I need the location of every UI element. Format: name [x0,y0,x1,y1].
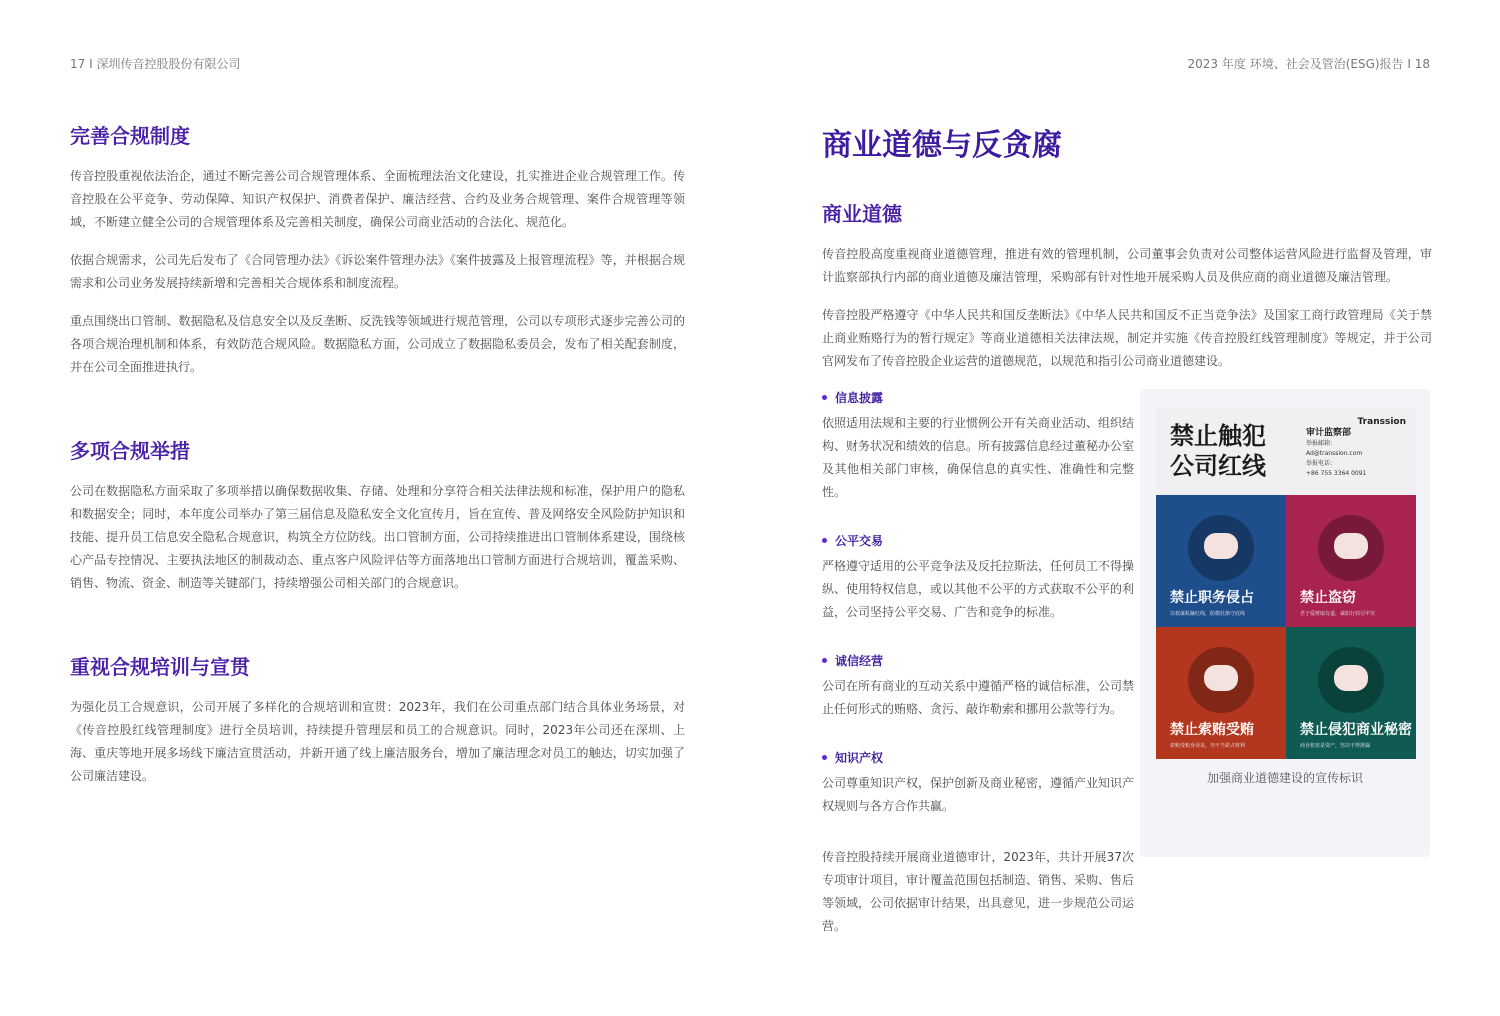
poster-tile [1156,627,1286,759]
left-column [70,120,685,803]
hand-seal-icon [1188,515,1254,581]
poster-panel [1140,389,1430,857]
bullet-title [822,532,1134,549]
tile-sub: 索贿受贿身误丧，勿不当索占财利 [1170,743,1246,749]
tile-label: 禁止职务侵占 [1170,590,1254,606]
tile-label: 禁止索贿受贿 [1170,722,1254,738]
poster-dept: 审计监察部 [1306,428,1352,438]
paragraph: 公司在数据隐私方面采取了多项举措以确保数据收集、存储、处理和分享符合相关法律法规和标准，保护用户的隐私和数据安全；同时，本年度公司举办了第三届信息及隐私安全文化宣传月，旨在宣传、普及网络安全风险防护知识和技能、提升员工信息安全隐私合规意识，构筑全方位防线。出口管制方面，公司持续推进出口管制体系建设，围绕核心产品专控情况、主要执法地区的制裁动态、重点客户风险评估等方面落地出口管制方面进行合规培训，覆盖采购、销售、物流、资金、制造等关键部门，持续增强公司相关部门的合规意识。 [70,484,685,590]
section-title: 商业道德 [822,202,902,226]
tile-label: 禁止盗窃 [1300,590,1356,606]
poster-tile [1286,627,1416,759]
bullet-dot-icon [822,395,827,400]
bullet-title [822,652,1134,669]
bullet-area [822,389,1432,938]
contact-line: 举报电话： [1306,460,1337,467]
document-icon [1318,647,1384,713]
section-compliance-system [70,120,685,379]
contact-line: +86 755 3364 0091 [1306,470,1367,477]
money-bag-icon [1318,515,1384,581]
poster-header [1156,407,1416,495]
audit-paragraph: 传音控股持续开展商业道德审计，2023年，共计开展37次专项审计项目，审计覆盖范围包括制造、销售、采购、售后等领域，公司依据审计结果，出具意见，进一步规范公司运营。 [822,850,1135,933]
paragraph: 重点围绕出口管制、数据隐私及信息安全以及反垄断、反洗钱等领域进行规范管理，公司以专项形式逐步完善公司的各项合规治理机制和体系，有效防范合规风险。数据隐私方面，公司成立了数据隐私委员会，发布了相关配套制度，并在公司全面推进执行。 [70,314,685,374]
section-compliance-measures [70,435,685,595]
header-left: 17 I 深圳传音控股股份有限公司 [70,57,241,71]
contact-line: 举报邮箱： [1306,440,1337,447]
section-title: 重视合规培训与宣贯 [70,655,250,679]
poster-title [1170,421,1266,481]
bullet-dot-icon [822,755,827,760]
bullet-text: 依照适用法规和主要的行业惯例公开有关商业活动、组织结构、财务状况和绩效的信息。所有披露信息经过董秘办公室及其他相关部门审核，确保信息的真实性、准确性和完整性。 [822,416,1135,499]
section-title: 多项合规举措 [70,439,190,463]
bullet-title [822,389,1134,406]
poster-caption: 加强商业道德建设的宣传标识 [1206,771,1363,785]
bullet-dot-icon [822,538,827,543]
poster-title-line: 公司红线 [1170,452,1266,480]
poster-tile [1286,495,1416,627]
bullet-text: 严格遵守适用的公平竞争法及反托拉斯法，任何员工不得操纵、使用特权信息，或以其他不公平的方式获取不公平的利益，公司坚持公平交易、广告和竞争的标准。 [822,559,1135,619]
handshake-icon [1188,647,1254,713]
right-column [822,120,1432,966]
bullet-title [822,749,1134,766]
bullet-title-text: 诚信经营 [835,654,884,668]
contact-line: Ad@transsion.com [1306,450,1363,457]
poster-tile [1156,495,1286,627]
poster-contact [1306,439,1366,479]
paragraph: 为强化员工合规意识，公司开展了多样化的合规培训和宣贯：2023年，我们在公司重点部门结合具体业务场景，对《传音控股红线管理制度》进行全员培训，持续提升管理层和员工的合规意识。同时，2023年公司还在深圳、上海、重庆等地开展多场线下廉洁宣贯活动，并新开通了线上廉洁服务台，增加了廉洁理念对员工的触达，切实加强了公司廉洁建设。 [70,700,685,783]
bullet-title-text: 信息披露 [835,391,884,405]
paragraph: 传音控股重视依法治企，通过不断完善公司合规管理体系、全面梳理法治文化建设，扎实推进企业合规管理工作。传音控股在公平竞争、劳动保障、知识产权保护、消费者保护、廉洁经营、合约及业务合规管理、案件合规管理等领域，不断建立健全公司的合规管理体系及完善相关制度，确保公司商业活动的合法化、规范化。 [70,169,685,229]
bullet-list [822,389,1134,938]
tile-label: 禁止侵犯商业秘密 [1300,722,1412,738]
tile-sub: 商业机密是资产，坚决不得泄漏 [1300,743,1371,749]
bullet-dot-icon [822,658,827,663]
bullet-text: 公司尊重知识产权，保护创新及商业秘密，遵循产业知识产权规则与各方合作共赢。 [822,776,1135,813]
poster-image [1156,407,1416,759]
tile-sub: 君子爱财取有道，诚如行窃引牢灾 [1300,611,1376,617]
paragraph: 传音控股严格遵守《中华人民共和国反垄断法》《中华人民共和国反不正当竞争法》及国家工商行政管理局《关于禁止商业贿赂行为的暂行规定》等商业道德相关法律法规，制定并实施《传音控股红线管理制度》等规定，并于公司官网发布了传音控股企业运营的道德规范，以规范和指引公司商业道德建设。 [822,308,1432,368]
brand-logo: Transsion [1357,417,1406,427]
tile-sub: 以权谋私触红线，防微杜渐守底线 [1170,611,1246,617]
bullet-text: 公司在所有商业的互动关系中遵循严格的诚信标准，公司禁止任何形式的贿赂、贪污、敲诈勒索和挪用公款等行为。 [822,679,1135,716]
bullet-title-text: 知识产权 [835,751,884,765]
section-compliance-training [70,651,685,788]
paragraph: 依据合规需求，公司先后发布了《合同管理办法》《诉讼案件管理办法》《案件披露及上报管理流程》等，并根据合规需求和公司业务发展持续新增和完善相关合规体系和制度流程。 [70,253,685,290]
page-title: 商业道德与反贪腐 [822,128,1062,163]
section-title: 完善合规制度 [70,124,190,148]
poster-title-line: 禁止触犯 [1170,422,1266,450]
header-right: 2023 年度 环境、社会及管治(ESG)报告 I 18 [1187,57,1430,71]
paragraph: 传音控股高度重视商业道德管理，推进有效的管理机制，公司董事会负责对公司整体运营风险进行监督及管理，审计监察部执行内部的商业道德及廉洁管理，采购部有针对性地开展采购人员及供应商的商业道德及廉洁管理。 [822,247,1432,284]
bullet-title-text: 公平交易 [835,534,884,548]
